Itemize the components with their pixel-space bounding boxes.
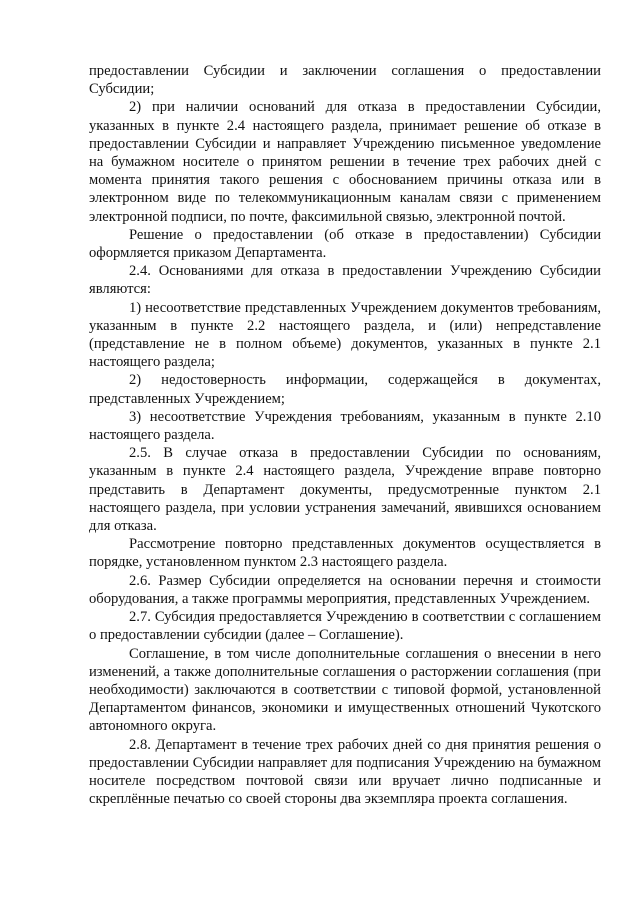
paragraph-2-4-item-3: 3) несоответствие Учреждения требованиям, указанным в пункте 2.10 настоящего раздела. [89, 408, 601, 444]
paragraph-2-6: 2.6. Размер Субсидии определяется на основании перечня и стоимости оборудования, а также программы мероприятия, представленных Учреждением. [89, 572, 601, 607]
paragraph-agreement-terms: Соглашение, в том числе дополнительные соглашения о внесении в него изменений, а также дополнительные соглашения о расторжении соглашения (при необходимости) заключаются в соответствии с типовой формой, установленной Департаментом финансов, экономики и имущественных отношений Чукотского автономного округа. [89, 645, 601, 735]
paragraph-item-2-refusal: 2) при наличии оснований для отказа в предоставлении Субсидии, указанных в пункте 2.4 настоящего раздела, принимает решение об отказе в предоставлении Субсидии и направляет Учреждению письменное уведомление на бумажном носителе о принятом решении в течение трех рабочих дней с момента принятия такого решения с обоснованием причины отказа или в электронном виде по телекоммуникационным каналам связи с применением электронной подписи, по почте, факсимильной связью, электронной почтой. [89, 99, 601, 225]
paragraph-2-8: 2.8. Департамент в течение трех рабочих дней со дня принятия решения о предоставлении Субсидии направляет для подписания Учреждению на бумажном носителе посредством почтовой связи или вручает лично подписанные и скреплённые печатью со своей стороны два экземпляра проекта соглашения. [89, 736, 601, 808]
paragraph-2-4-item-1: 1) несоответствие представленных Учреждением документов требованиям, указанным в пункте 2.2 настоящего раздела, и (или) непредставление (представление не в полном объеме) документов, указанных в пункте 2.1 настоящего раздела; [89, 299, 601, 371]
paragraph-2-4-item-2: 2) недостоверность информации, содержащейся в документах, представленных Учреждением; [89, 372, 601, 407]
paragraph-resubmission-review: Рассмотрение повторно представленных документов осуществляется в порядке, установленном пунктом 2.3 настоящего раздела. [89, 536, 601, 571]
document-body [89, 62, 601, 808]
paragraph-2-5: 2.5. В случае отказа в предоставлении Субсидии по основаниям, указанным в пункте 2.4 настоящего раздела, Учреждение вправе повторно представить в Департамент документы, предусмотренные пунктом 2.1 настоящего раздела, при условии устранения замечаний, явившихся основанием для отказа. [89, 445, 601, 535]
paragraph-2-4: 2.4. Основаниями для отказа в предоставлении Учреждению Субсидии являются: [89, 263, 601, 298]
paragraph-2-7: 2.7. Субсидия предоставляется Учреждению в соответствии с соглашением о предоставлении субсидии (далее – Соглашение). [89, 609, 601, 644]
paragraph-decision-order: Решение о предоставлении (об отказе в предоставлении) Субсидии оформляется приказом Департамента. [89, 226, 601, 262]
paragraph-continuation: предоставлении Субсидии и заключении соглашения о предоставлении Субсидии; [89, 63, 601, 98]
